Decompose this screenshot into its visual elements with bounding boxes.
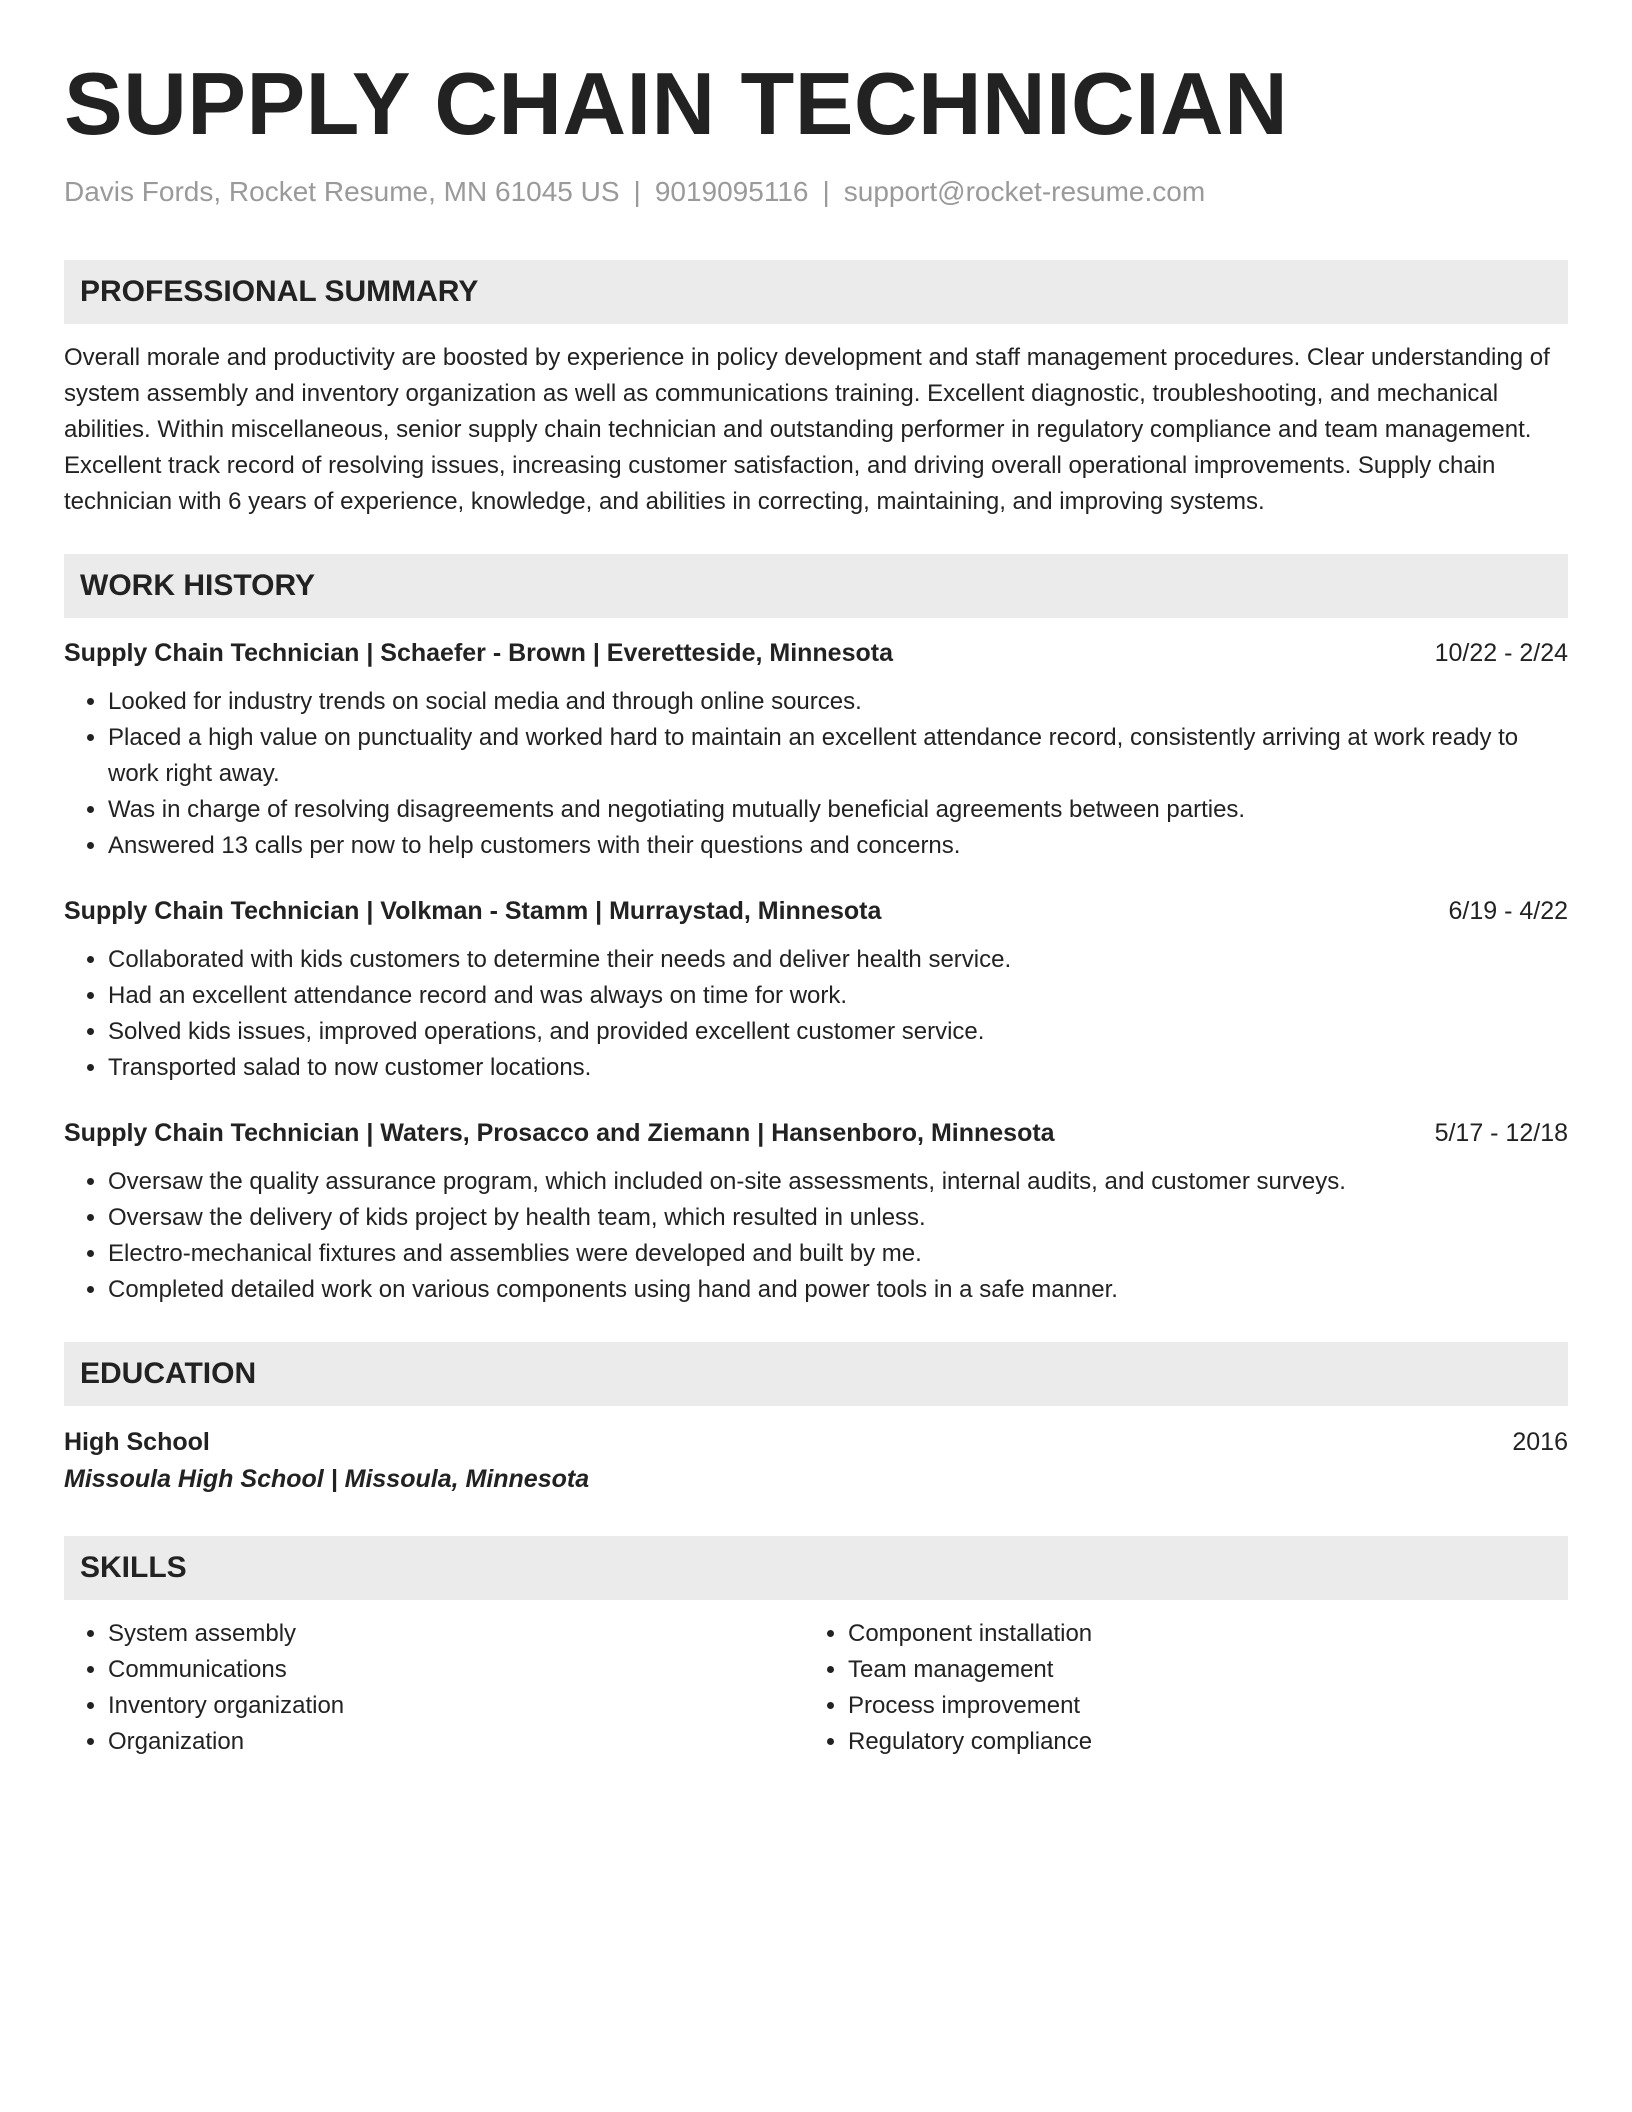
job-entry xyxy=(64,636,1568,864)
job-bullet: • Oversaw the quality assurance program, which included on-site assessments, internal audits, and customer surveys. xyxy=(108,1164,1568,1200)
job-bullet: • Completed detailed work on various components using hand and power tools in a safe manner. xyxy=(108,1272,1568,1308)
contact-phone: 9019095116 xyxy=(654,176,809,207)
job-title: Supply Chain Technician | Waters, Prosacco and Ziemann | Hansenboro, Minnesota xyxy=(64,1119,1055,1147)
job-bullet: • Was in charge of resolving disagreements and negotiating mutually beneficial agreements between parties. xyxy=(108,792,1568,828)
contact-email: support@rocket-resume.com xyxy=(843,176,1206,207)
contact-separator: | xyxy=(633,176,641,207)
job-dates: 6/19 - 4/22 xyxy=(1448,897,1568,925)
job-bullet: • Placed a high value on punctuality and worked hard to maintain an excellent attendance record, consistently arriving at work ready to work right away. xyxy=(108,720,1568,792)
job-title: Supply Chain Technician | Schaefer - Brown | Everetteside, Minnesota xyxy=(64,639,893,667)
job-bullet: • Had an excellent attendance record and was always on time for work. xyxy=(108,978,1568,1014)
job-bullets xyxy=(64,684,1568,864)
candidate-name: SUPPLY CHAIN TECHNICIAN xyxy=(64,54,1289,153)
education-header xyxy=(64,1424,1568,1460)
skill-item: • Component installation xyxy=(848,1616,1544,1652)
education-year: 2016 xyxy=(1512,1428,1568,1456)
job-bullet: • Solved kids issues, improved operations, and provided excellent customer service. xyxy=(108,1014,1568,1050)
resume-page xyxy=(64,56,1568,1760)
job-bullet: • Answered 13 calls per now to help customers with their questions and concerns. xyxy=(108,828,1568,864)
skill-item: • Regulatory compliance xyxy=(848,1724,1544,1760)
job-bullets xyxy=(64,942,1568,1086)
skill-item: • Process improvement xyxy=(848,1688,1544,1724)
skill-item: • Communications xyxy=(108,1652,804,1688)
job-bullet: • Collaborated with kids customers to determine their needs and deliver health service. xyxy=(108,942,1568,978)
job-bullet: • Looked for industry trends on social media and through online sources. xyxy=(108,684,1568,720)
education-school: Missoula High School | Missoula, Minnesota xyxy=(64,1465,590,1493)
job-header xyxy=(64,894,1568,928)
job-bullet: • Electro-mechanical fixtures and assemblies were developed and built by me. xyxy=(108,1236,1568,1272)
skill-item: • Team management xyxy=(848,1652,1544,1688)
skills-grid xyxy=(64,1616,1568,1760)
contact-separator: | xyxy=(822,176,830,207)
job-dates: 5/17 - 12/18 xyxy=(1434,1119,1568,1147)
job-header xyxy=(64,1116,1568,1150)
education-heading: EDUCATION xyxy=(64,1342,1568,1406)
summary-heading: PROFESSIONAL SUMMARY xyxy=(64,260,1568,324)
job-entry xyxy=(64,1116,1568,1308)
skill-item: • Organization xyxy=(108,1724,804,1760)
skills-column-left xyxy=(64,1616,804,1760)
job-entry xyxy=(64,894,1568,1086)
job-bullet: • Oversaw the delivery of kids project by health team, which resulted in unless. xyxy=(108,1200,1568,1236)
education-degree: High School xyxy=(64,1428,210,1456)
skills-column-right xyxy=(804,1616,1544,1760)
job-bullets xyxy=(64,1164,1568,1308)
job-bullet: • Transported salad to now customer locations. xyxy=(108,1050,1568,1086)
skill-item: • Inventory organization xyxy=(108,1688,804,1724)
job-title: Supply Chain Technician | Volkman - Stamm | Murraystad, Minnesota xyxy=(64,897,882,925)
skill-item: • System assembly xyxy=(108,1616,804,1652)
education-entry xyxy=(64,1424,1568,1498)
contact-line xyxy=(64,174,1568,210)
job-header xyxy=(64,636,1568,670)
work-history-heading: WORK HISTORY xyxy=(64,554,1568,618)
contact-address: Davis Fords, Rocket Resume, MN 61045 US xyxy=(64,176,620,207)
skills-heading: SKILLS xyxy=(64,1536,1568,1600)
job-dates: 10/22 - 2/24 xyxy=(1434,639,1568,667)
summary-text: Overall morale and productivity are boosted by experience in policy development and staff management procedures. Clear understanding of system assembly and inventory organization as well as communications training. Excellent diagnostic, troubleshooting, and mechanical abilities. Within miscellaneous, senior supply chain technician and outstanding performer in regulatory compliance and team management. Excellent track record of resolving issues, increasing customer satisfaction, and driving overall operational improvements. Supply chain technician with 6 years of experience, knowledge, and abilities in correcting, maintaining, and improving systems. xyxy=(64,344,1550,515)
